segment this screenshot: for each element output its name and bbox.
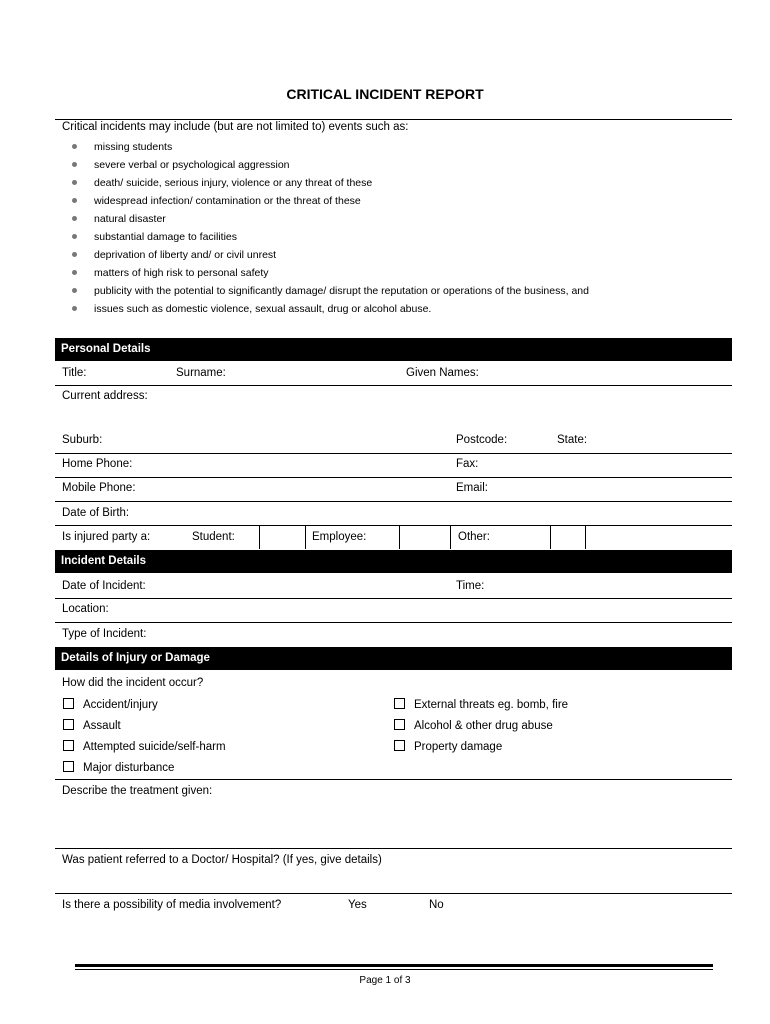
checkbox-icon[interactable] — [63, 740, 74, 751]
yes-option[interactable]: Yes — [348, 899, 367, 911]
section-header-incident-details: Incident Details — [55, 550, 732, 573]
list-item: matters of high risk to personal safety — [62, 265, 589, 283]
date-of-birth-label: Date of Birth: — [62, 507, 130, 519]
checkbox-icon[interactable] — [63, 761, 74, 772]
page-number: Page 1 of 3 — [359, 975, 411, 986]
checkbox-icon[interactable] — [63, 698, 74, 709]
type-of-incident-label: Type of Incident: — [62, 628, 147, 640]
checkbox-icon[interactable] — [394, 698, 405, 709]
list-item: substantial damage to facilities — [62, 229, 589, 247]
list-item: publicity with the potential to significantly damage/ disrupt the reputation or operations of the business, and — [62, 283, 589, 301]
checkbox-attempted-suicide[interactable]: Attempted suicide/self-harm — [63, 740, 226, 753]
title-label: Title: — [62, 367, 87, 379]
student-checkbox-right — [305, 525, 306, 549]
section-header-injury-damage: Details of Injury or Damage — [55, 647, 732, 670]
time-label: Time: — [456, 580, 485, 592]
checkbox-alcohol-drug-abuse[interactable]: Alcohol & other drug abuse — [394, 719, 553, 732]
checkbox-icon[interactable] — [394, 719, 405, 730]
employee-label: Employee: — [312, 531, 367, 543]
checkbox-external-threats[interactable]: External threats eg. bomb, fire — [394, 698, 568, 711]
list-item: death/ suicide, serious injury, violence or any threat of these — [62, 175, 589, 193]
list-item: natural disaster — [62, 211, 589, 229]
checkbox-property-damage[interactable]: Property damage — [394, 740, 502, 753]
suburb-label: Suburb: — [62, 434, 103, 446]
date-of-incident-label: Date of Incident: — [62, 580, 146, 592]
footer-rule — [75, 964, 713, 967]
checkbox-assault[interactable]: Assault — [63, 719, 121, 732]
state-label: State: — [557, 434, 588, 446]
mobile-phone-label: Mobile Phone: — [62, 482, 136, 494]
checkbox-major-disturbance[interactable]: Major disturbance — [63, 761, 174, 774]
surname-label: Surname: — [176, 367, 226, 379]
checkbox-icon[interactable] — [394, 740, 405, 751]
page-title: CRITICAL INCIDENT REPORT — [286, 86, 484, 102]
current-address-label: Current address: — [62, 390, 148, 402]
intro-text: Critical incidents may include (but are not limited to) events such as: — [62, 121, 409, 133]
list-item: issues such as domestic violence, sexual assault, drug or alcohol abuse. — [62, 301, 589, 319]
treatment-label: Describe the treatment given: — [62, 785, 213, 797]
incident-examples-list — [62, 139, 589, 319]
fax-label: Fax: — [456, 458, 479, 470]
other-label: Other: — [458, 531, 490, 543]
section-header-personal-details: Personal Details — [55, 338, 732, 361]
no-option[interactable]: No — [429, 899, 444, 911]
checkbox-accident-injury[interactable]: Accident/injury — [63, 698, 158, 711]
postcode-label: Postcode: — [456, 434, 508, 446]
footer-rule-thin — [75, 969, 713, 970]
list-item: widespread infection/ contamination or the threat of these — [62, 193, 589, 211]
student-checkbox-left — [259, 525, 260, 549]
email-label: Email: — [456, 482, 488, 494]
list-item: deprivation of liberty and/ or civil unrest — [62, 247, 589, 265]
divider — [55, 119, 732, 120]
list-item: severe verbal or psychological aggression — [62, 157, 589, 175]
how-occurred-label: How did the incident occur? — [62, 677, 204, 689]
referred-label: Was patient referred to a Doctor/ Hospital? (If yes, give details) — [62, 854, 382, 866]
media-involvement-label: Is there a possibility of media involvement? — [62, 899, 282, 911]
location-label: Location: — [62, 603, 109, 615]
list-item: missing students — [62, 139, 589, 157]
home-phone-label: Home Phone: — [62, 458, 133, 470]
injured-party-label: Is injured party a: — [62, 531, 151, 543]
student-label: Student: — [192, 531, 235, 543]
given-names-label: Given Names: — [406, 367, 479, 379]
checkbox-icon[interactable] — [63, 719, 74, 730]
